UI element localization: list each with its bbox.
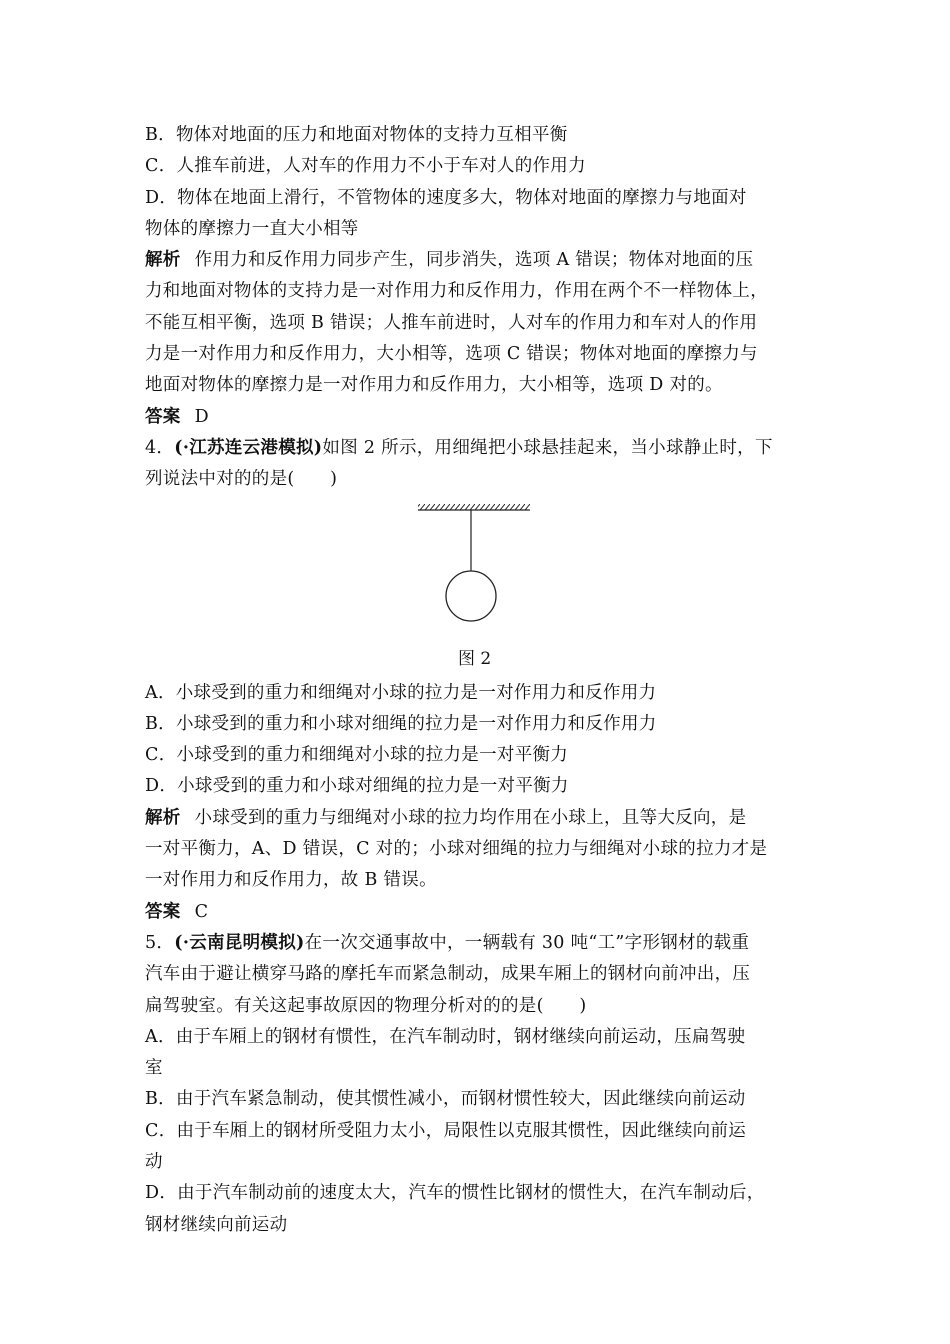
answer-value: D <box>194 406 209 427</box>
analysis-q4-line: 一对作用力和反作用力，故 B 错误。 <box>145 870 437 891</box>
answer-label: 答案 <box>145 406 181 427</box>
answer-q3 <box>145 402 815 433</box>
option-c-q5: C．由于车厢上的钢材所受阻力太小，局限性以克服其惯性，因此继续向前运 <box>145 1120 747 1141</box>
analysis-q3-line: 力和地面对物体的支持力是一对作用力和反作用力，作用在两个不一样物体上， <box>145 281 768 302</box>
option-a-q5-cont: 室 <box>145 1058 163 1079</box>
question-4-line1: 4．(·江苏连云港模拟)如图 2 所示，用细绳把小球悬挂起来，当小球静止时，下 <box>145 437 773 458</box>
option-d-q3: D．物体在地面上滑行，不管物体的速度多大，物体对地面的摩擦力与地面对 <box>145 187 747 208</box>
analysis-q3-line: 不能互相平衡，选项 B 错误；人推车前进时，人对车的作用力和车对人的作用 <box>145 312 758 333</box>
option-a-q5: A．由于车厢上的钢材有惯性，在汽车制动时，钢材继续向前运动，压扁驾驶 <box>145 1026 746 1047</box>
option-d-q4: D．小球受到的重力和小球对细绳的拉力是一对平衡力 <box>145 776 569 797</box>
answer-label: 答案 <box>145 901 181 922</box>
answer-q4 <box>145 897 815 928</box>
option-c-q5-cont: 动 <box>145 1152 163 1173</box>
ceiling-hatch <box>418 504 530 510</box>
analysis-label: 解析 <box>145 250 181 271</box>
option-c-q3: C．人推车前进，人对车的作用力不小于车对人的作用力 <box>145 156 586 177</box>
question-5-line: 汽车由于避让横穿马路的摩托车而紧急制动，成果车厢上的钢材向前冲出，压 <box>145 964 751 985</box>
question-source: (·江苏连云港模拟) <box>174 437 323 458</box>
question-5-line1: 5．(·云南昆明模拟)在一次交通事故中，一辆载有 30 吨“工”字形钢材的载重 <box>145 932 750 953</box>
option-b-q5: B．由于汽车紧急制动，使其惯性减小，而钢材惯性较大，因此继续向前运动 <box>145 1089 746 1110</box>
option-c-q4: C．小球受到的重力和细绳对小球的拉力是一对平衡力 <box>145 745 569 766</box>
document-page <box>145 120 815 1241</box>
analysis-q4-line: 解析 小球受到的重力与细绳对小球的拉力均作用在小球上，且等大反向，是 <box>145 807 747 828</box>
question-5-line: 扁驾驶室。有关这起事故原因的物理分析对的的是( ) <box>145 995 587 1016</box>
pendulum-diagram <box>415 504 535 634</box>
option-a-q4: A．小球受到的重力和细绳对小球的拉力是一对作用力和反作用力 <box>145 682 657 703</box>
option-b-q4: B．小球受到的重力和小球对细绳的拉力是一对作用力和反作用力 <box>145 713 657 734</box>
option-d-q5: D．由于汽车制动前的速度太大，汽车的惯性比钢材的惯性大，在汽车制动后， <box>145 1183 765 1204</box>
figure-caption: 图 2 <box>458 648 492 669</box>
option-b-q3: B．物体对地面的压力和地面对物体的支持力互相平衡 <box>145 125 568 145</box>
ball-circle <box>446 571 496 621</box>
question-source: (·云南昆明模拟) <box>174 932 305 953</box>
analysis-q3-line: 力是一对作用力和反作用力，大小相等，选项 C 错误；物体对地面的摩擦力与 <box>145 344 758 365</box>
answer-value: C <box>194 901 209 922</box>
analysis-q3-line: 地面对物体的摩擦力是一对作用力和反作用力，大小相等，选项 D 对的。 <box>145 375 723 396</box>
analysis-q4-line: 一对平衡力，A、D 错误，C 对的；小球对细绳的拉力与细绳对小球的拉力才是 <box>145 839 768 860</box>
analysis-q3-line: 解析 作用力和反作用力同步产生，同步消失，选项 A 错误；物体对地面的压 <box>145 250 754 271</box>
option-d-q5-cont: 钢材继续向前运动 <box>145 1214 288 1235</box>
option-d-q3-cont: 物体的摩擦力一直大小相等 <box>145 218 359 239</box>
figure-2 <box>145 496 815 678</box>
question-4-line2: 列说法中对的的是( ) <box>145 469 338 490</box>
analysis-label: 解析 <box>145 807 181 828</box>
